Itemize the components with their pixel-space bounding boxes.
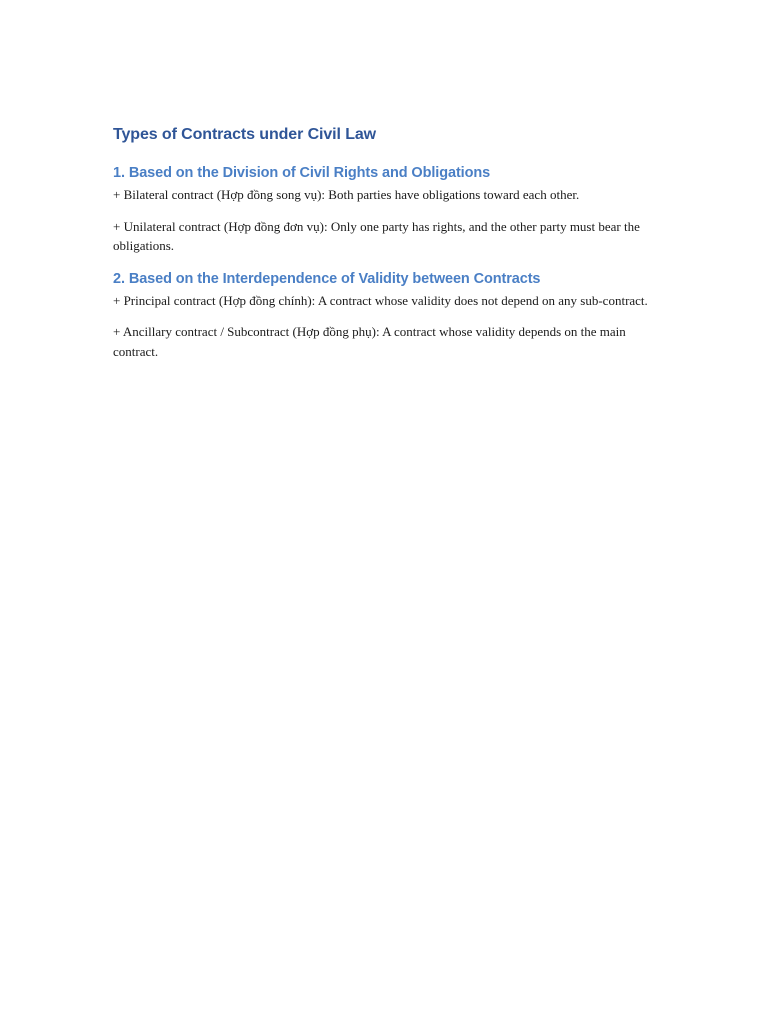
section-heading: 2. Based on the Interdependence of Validity between Contracts (113, 270, 541, 287)
section-division-of-rights (113, 163, 653, 256)
paragraph-ancillary-contract: + Ancillary contract / Subcontract (Hợp đồng phụ): A contract whose validity depends on the main contract. (113, 324, 626, 359)
paragraph-bilateral-contract: + Bilateral contract (Hợp đồng song vụ): Both parties have obligations toward each other. (113, 187, 580, 202)
paragraph-unilateral-contract: + Unilateral contract (Hợp đồng đơn vụ): Only one party has rights, and the other party must bear the obligations. (113, 218, 640, 253)
document-body (113, 124, 653, 373)
document-title: Types of Contracts under Civil Law (113, 126, 377, 143)
section-interdependence-of-validity (113, 269, 653, 362)
paragraph-principal-contract: + Principal contract (Hợp đồng chính): A contract whose validity does not depend on any sub-contract. (113, 292, 648, 308)
section-heading: 1. Based on the Division of Civil Rights and Obligations (113, 165, 491, 181)
